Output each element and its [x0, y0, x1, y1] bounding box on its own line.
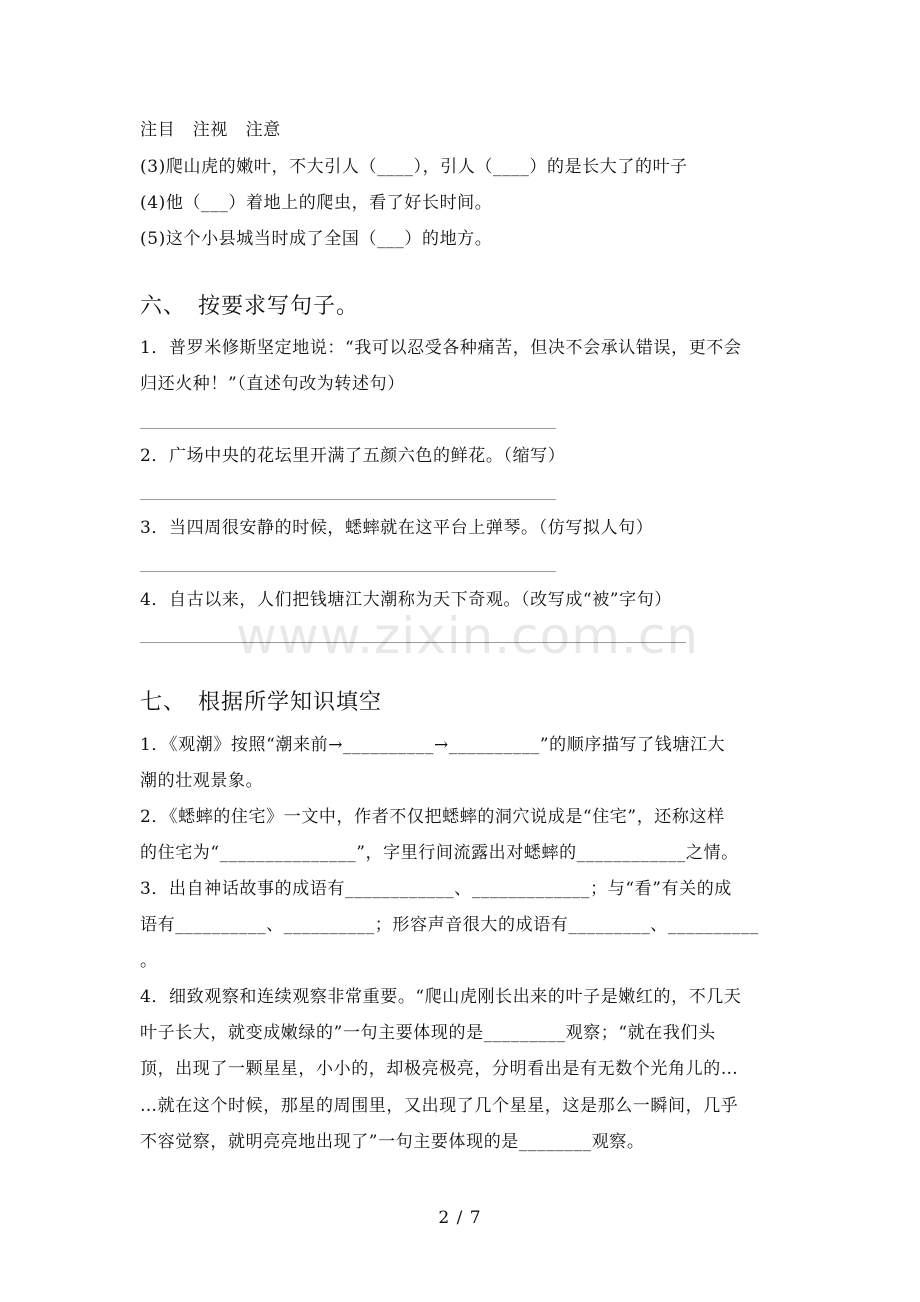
fill-question-5: (5)这个小县城当时成了全国（___）的地方。: [140, 229, 493, 249]
rewrite-question-1-line-1: 1．普罗米修斯坚定地说：“我可以忍受各种痛苦，但决不会承认错误，更不会: [140, 338, 742, 358]
page-number: 2 / 7: [438, 1208, 482, 1228]
knowledge-line-1: 1．《观潮》按照“潮来前→__________→__________”的顺序描写了钱塘江大: [140, 735, 726, 755]
knowledge-line-7: 。: [140, 951, 158, 971]
word-choices: 注目 注视 注意: [140, 120, 281, 140]
answer-line-3[interactable]: [140, 571, 556, 572]
knowledge-line-11: …就在这个时候，那星的周围里，又出现了几个星星，这是那么一瞬间，几乎: [140, 1096, 739, 1116]
fill-question-4: (4)他（___）着地上的爬虫，看了好长时间。: [140, 193, 493, 213]
section-6-heading: 六、 按要求写句子。: [140, 294, 360, 319]
rewrite-question-2: 2．广场中央的花坛里开满了五颜六色的鲜花。（缩写）: [140, 446, 566, 466]
watermark: www.zixin.com.cn: [236, 607, 700, 665]
knowledge-line-10: 顶，出现了一颗星星，小小的，却极亮极亮，分明看出是有无数个光角儿的…: [140, 1059, 739, 1079]
knowledge-line-8: 4．细致观察和连续观察非常重要。“爬山虎刚长出来的叶子是嫩红的，不几天: [140, 987, 742, 1007]
knowledge-line-4: 的住宅为“_______________”，字里行间流露出对蟋蟀的____________之情。: [140, 843, 739, 863]
answer-line-1[interactable]: [140, 428, 556, 429]
knowledge-line-6: 语有__________、__________；形容声音很大的成语有_________、__________: [140, 915, 759, 935]
rewrite-question-1-line-2: 归还火种！”（直述句改为转述句）: [140, 374, 405, 394]
knowledge-line-5: 3．出自神话故事的成语有____________、_____________；与“看”有关的成: [140, 879, 732, 899]
rewrite-question-3: 3．当四周很安静的时候，蟋蟀就在这平台上弹琴。（仿写拟人句）: [140, 518, 654, 538]
knowledge-line-9: 叶子长大，就变成嫩绿的”一句主要体现的是_________观察；“就在我们头: [140, 1023, 716, 1043]
knowledge-line-2: 潮的壮观景象。: [140, 771, 264, 791]
rewrite-question-4: 4．自古以来，人们把钱塘江大潮称为天下奇观。（改写成“被”字句）: [140, 590, 672, 610]
knowledge-line-12: 不容觉察，就明亮亮地出现了”一句主要体现的是________观察。: [140, 1132, 645, 1152]
answer-line-2[interactable]: [140, 499, 556, 500]
section-7-heading: 七、 根据所学知识填空: [140, 690, 383, 715]
knowledge-line-3: 2．《蟋蟀的住宅》一文中，作者不仅把蟋蟀的洞穴说成是“住宅”，还称这样: [140, 807, 725, 827]
fill-question-3: (3)爬山虎的嫩叶，不大引人（____），引人（____）的是长大了的叶子: [140, 157, 688, 177]
